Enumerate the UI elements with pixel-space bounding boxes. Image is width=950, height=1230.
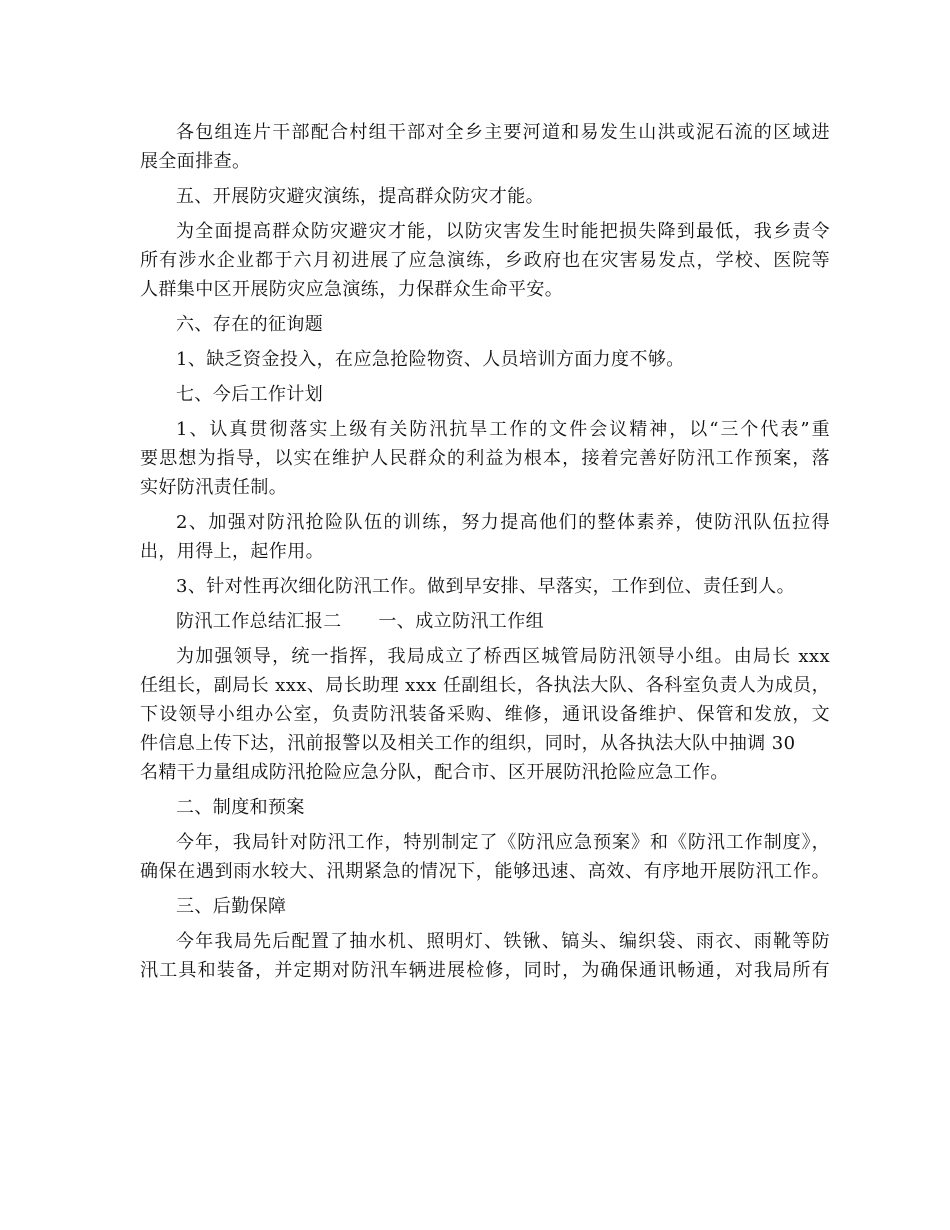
text-line: 今年，我局针对防汛工作，特别制定了《防汛应急预案》和《防汛工作制度》， bbox=[176, 832, 830, 853]
text-line: 3、针对性再次细化防汛工作。做到早安排、早落实，工作到位、责任到人。 bbox=[176, 576, 796, 597]
text-line: 1、认真贯彻落实上级有关防汛抗旱工作的文件会议精神，以“三个代表”重 bbox=[176, 419, 830, 440]
text-line: 汛工具和装备，并定期对防汛车辆进展检修，同时，为确保通讯畅通，对我局所有 bbox=[140, 960, 830, 981]
text-line: 下设领导小组办公室，负责防汛装备采购、维修，通讯设备维护、保管和发放，文 bbox=[140, 704, 830, 725]
text-line: 2、加强对防汛抢险队伍的训练，努力提高他们的整体素养，使防汛队伍拉得 bbox=[176, 512, 830, 533]
document-body bbox=[140, 118, 830, 985]
text-line: 三、后勤保障 bbox=[176, 896, 287, 917]
text-line: 1、缺乏资金投入，在应急抢险物资、人员培训方面力度不够。 bbox=[176, 349, 685, 370]
text-line: 七、今后工作计划 bbox=[176, 384, 324, 405]
text-line: 人群集中区开展防灾应急演练，力保群众生命平安。 bbox=[140, 279, 564, 300]
text-line: 展全面排查。 bbox=[140, 151, 251, 172]
text-line: 实好防汛责任制。 bbox=[140, 477, 288, 498]
text-line: 名精干力量组成防汛抢险应急分队，配合市、区开展防汛抢险应急工作。 bbox=[140, 762, 729, 783]
text-line: 为全面提高群众防灾避灾才能，以防灾害发生时能把损失降到最低，我乡责令 bbox=[176, 221, 830, 242]
text-line: 所有涉水企业都于六月初进展了应急演练，乡政府也在灾害易发点，学校、医院等 bbox=[140, 250, 830, 271]
text-line: 任组长，副局长 xxx、局长助理 xxx 任副组长，各执法大队、各科室负责人为成员， bbox=[140, 675, 830, 696]
text-line: 为加强领导，统一指挥，我局成立了桥西区城管局防汛领导小组。由局长 xxx bbox=[176, 646, 830, 667]
text-line: 件信息上传下达，汛前报警以及相关工作的组织，同时，从各执法大队中抽调 30 bbox=[140, 733, 796, 754]
text-line: 要思想为指导，以实在维护人民群众的利益为根本，接着完善好防汛工作预案，落 bbox=[140, 448, 830, 469]
text-line: 出，用得上，起作用。 bbox=[140, 541, 324, 562]
text-line: 今年我局先后配置了抽水机、照明灯、铁锹、镐头、编织袋、雨衣、雨靴等防 bbox=[176, 931, 830, 952]
text-line: 五、开展防灾避灾演练，提高群众防灾才能。 bbox=[176, 186, 544, 207]
text-line: 二、制度和预案 bbox=[176, 797, 305, 818]
text-line: 防汛工作总结汇报二 一、成立防汛工作组 bbox=[176, 611, 544, 632]
text-line: 确保在遇到雨水较大、汛期紧急的情况下，能够迅速、高效、有序地开展防汛工作。 bbox=[140, 861, 830, 882]
text-line: 六、存在的征询题 bbox=[176, 314, 324, 335]
text-line: 各包组连片干部配合村组干部对全乡主要河道和易发生山洪或泥石流的区域进 bbox=[176, 122, 830, 143]
